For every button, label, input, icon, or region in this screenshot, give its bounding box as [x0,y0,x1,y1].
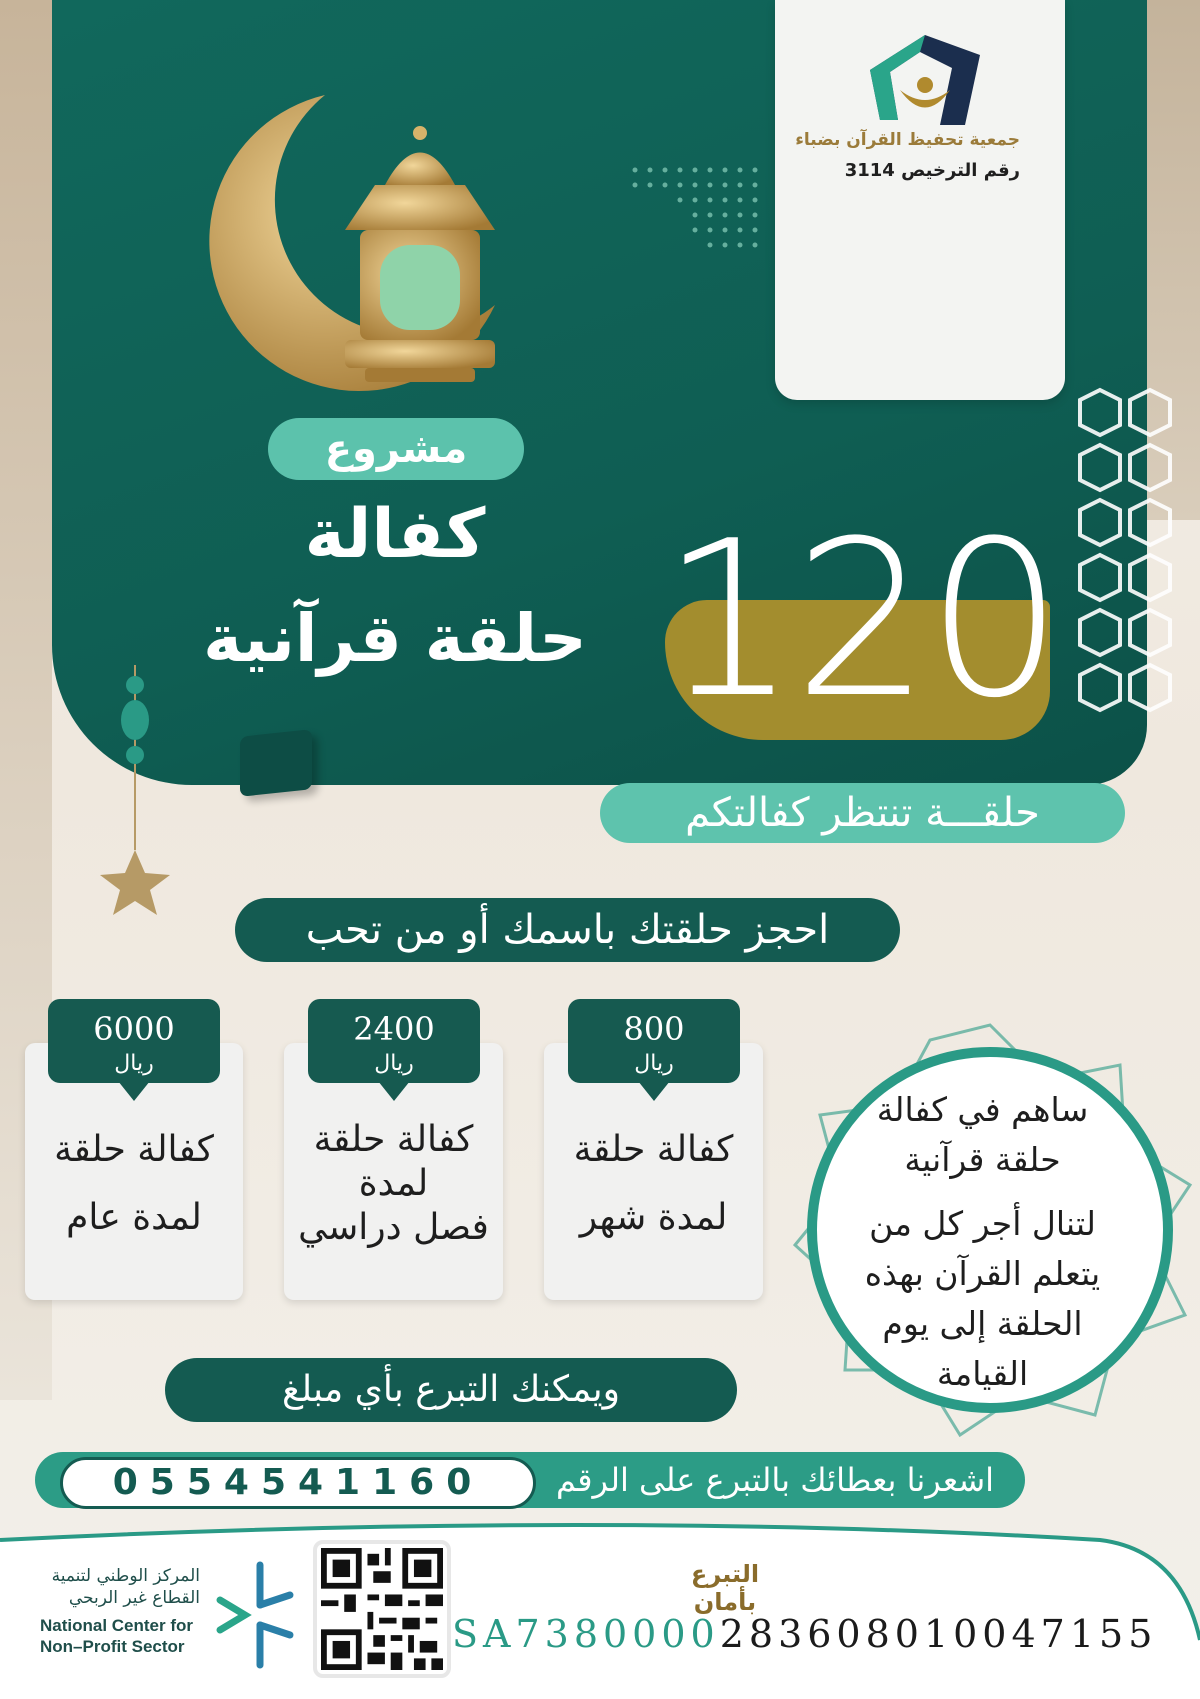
medallion-line1: ساهم في كفالة [876,1090,1089,1129]
circle-count: 120 [660,494,1060,745]
nc-ar-line2: القطاع غير الربحي [68,1588,200,1608]
option-currency: ريال [634,1051,674,1076]
option-currency: ريال [374,1051,414,1076]
book-circle-pill: احجز حلقتك باسمك أو من تحب [235,898,900,962]
price-tag-pointer [378,1081,410,1101]
crescent-lantern-icon [195,75,555,395]
option-price-tag-year [48,999,220,1083]
license-line [790,160,1020,181]
medallion-line2: حلقة قرآنية [904,1140,1061,1179]
hanging-star-ornament [95,665,175,925]
any-amount-pill: ويمكنك التبرع بأي مبلغ [165,1358,737,1422]
option-text-semester [284,1118,503,1250]
nc-en-line2: Non–Profit Sector [40,1637,185,1656]
qr-pattern [321,1548,443,1670]
qr-code[interactable] [313,1540,451,1678]
geometric-pattern [1070,385,1190,715]
project-label-pill: مشروع [268,418,524,480]
price-tag-pointer [638,1081,670,1101]
option-text-year [25,1125,243,1243]
license-number: 3114 [844,160,895,181]
iban[interactable] [452,1612,1172,1656]
medallion-text [840,1085,1125,1399]
license-label: رقم الترخيص [901,160,1020,181]
option-line2: لمدة شهر [579,1197,728,1238]
option-price-tag-month [568,999,740,1083]
option-price-tag-semester [308,999,480,1083]
cube-decor [240,729,312,797]
org-logo-icon [860,30,990,130]
nc-ar-line1: المركز الوطني لتنمية [51,1566,200,1586]
project-title-line2: حلقة قرآنية [203,600,587,677]
option-line2: لمدة عام [66,1197,202,1238]
option-amount: 6000 [93,1010,175,1048]
option-line1: كفالة حلقة [573,1129,734,1170]
medallion-line4: يتعلم القرآن بهذه [864,1254,1101,1293]
safe-donation-label: التبرع بأمان [690,1560,760,1616]
option-line3: فصل دراسي [298,1207,489,1248]
option-amount: 2400 [353,1010,435,1048]
nc-en-line1: National Center for [40,1616,194,1635]
option-line2: لمدة [358,1163,429,1204]
iban-prefix: SA7380000 [452,1612,720,1656]
count-caption-pill: حلقـــة تنتظر كفالتكم [600,783,1125,843]
medallion-line6: القيامة [936,1354,1029,1393]
option-text-month [544,1125,763,1243]
option-line1: كفالة حلقة [54,1129,214,1170]
option-line1: كفالة حلقة [313,1119,474,1160]
national-center-icon [215,1560,300,1670]
option-currency: ريال [114,1051,154,1076]
medallion-line5: الحلقة إلى يوم [882,1304,1083,1343]
option-amount: 800 [623,1010,685,1048]
project-title-line1: كفالة [304,495,486,574]
price-tag-pointer [118,1081,150,1101]
dot-pattern [630,165,765,260]
iban-rest: 283608010047155 [719,1612,1158,1656]
org-name: جمعية تحفيظ القرآن بضباء [795,130,1020,150]
phone-number[interactable]: 0554541160 [112,1462,484,1503]
national-center-logo [30,1560,310,1680]
contact-text: اشعرنا بعطائك بالتبرع على الرقم [555,1461,995,1499]
medallion-line3: لتنال أجر كل من [869,1204,1096,1243]
